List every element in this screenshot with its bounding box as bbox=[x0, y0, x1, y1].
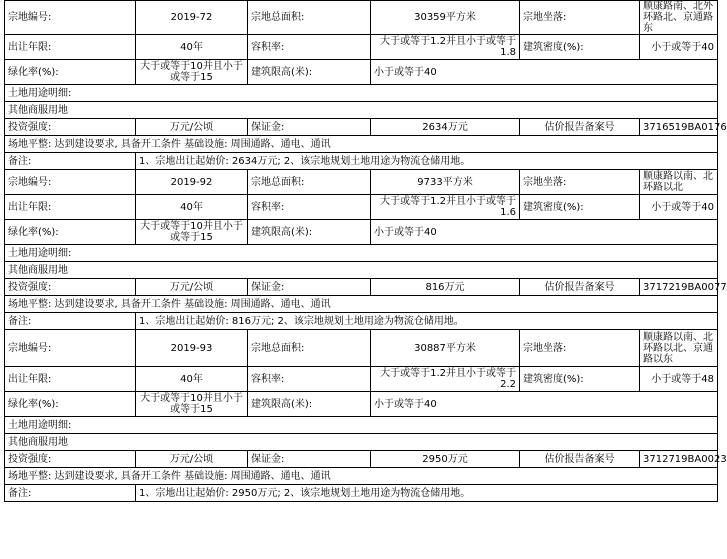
deposit-label: 保证金: bbox=[248, 279, 371, 296]
location-value: 顺康路以南、北环路以北 bbox=[640, 170, 718, 195]
term-label: 出让年限: bbox=[5, 35, 136, 60]
parcel-id-row bbox=[5, 330, 718, 367]
location-value: 顺康路以南、北环路以北、京通路以东 bbox=[640, 330, 718, 367]
parcel-id-row bbox=[5, 170, 718, 195]
note-value: 1、宗地出让起始价: 2950万元; 2、该宗地规划土地用途为物流仓储用地。 bbox=[136, 485, 718, 502]
land-use-value: 其他商服用地 bbox=[5, 434, 718, 451]
report-no-label: 估价报告备案号 bbox=[520, 451, 640, 468]
land-parcel-table bbox=[4, 0, 727, 502]
deposit-value: 2634万元 bbox=[371, 119, 520, 136]
note-row bbox=[5, 153, 718, 170]
report-no-value: 3716519BA0176 bbox=[640, 119, 718, 136]
location-label: 宗地坐落: bbox=[520, 1, 640, 35]
parcel-no-value: 2019-93 bbox=[136, 330, 248, 367]
invest-label: 投资强度: bbox=[5, 451, 136, 468]
site-conditions: 场地平整: 达到建设要求, 具备开工条件 基础设施: 周围通路、通电、通讯 bbox=[5, 296, 718, 313]
invest-row bbox=[5, 451, 718, 468]
term-row bbox=[5, 367, 718, 392]
use-detail-label: 土地用途明细: bbox=[5, 245, 718, 262]
far-label: 容积率: bbox=[248, 195, 371, 220]
note-label: 备注: bbox=[5, 313, 136, 330]
parcel-no-label: 宗地编号: bbox=[5, 1, 136, 35]
note-row bbox=[5, 313, 718, 330]
site-row bbox=[5, 136, 718, 153]
note-value: 1、宗地出让起始价: 816万元; 2、该宗地规划土地用途为物流仓储用地。 bbox=[136, 313, 718, 330]
deposit-label: 保证金: bbox=[248, 451, 371, 468]
location-label: 宗地坐落: bbox=[520, 170, 640, 195]
term-row bbox=[5, 195, 718, 220]
parcel-no-label: 宗地编号: bbox=[5, 330, 136, 367]
green-label: 绿化率(%): bbox=[5, 220, 136, 245]
green-label: 绿化率(%): bbox=[5, 392, 136, 417]
use-detail-label: 土地用途明细: bbox=[5, 417, 718, 434]
note-value: 1、宗地出让起始价: 2634万元; 2、该宗地规划土地用途为物流仓储用地。 bbox=[136, 153, 718, 170]
height-value: 小于或等于40 bbox=[371, 60, 718, 85]
far-label: 容积率: bbox=[248, 35, 371, 60]
invest-label: 投资强度: bbox=[5, 119, 136, 136]
use-detail-label: 土地用途明细: bbox=[5, 85, 718, 102]
deposit-label: 保证金: bbox=[248, 119, 371, 136]
total-area-value: 30359平方米 bbox=[371, 1, 520, 35]
invest-row bbox=[5, 119, 718, 136]
use-detail-row bbox=[5, 417, 718, 434]
density-label: 建筑密度(%): bbox=[520, 367, 640, 392]
height-value: 小于或等于40 bbox=[371, 392, 718, 417]
green-row bbox=[5, 392, 718, 417]
parcel-no-value: 2019-92 bbox=[136, 170, 248, 195]
deposit-value: 2950万元 bbox=[371, 451, 520, 468]
site-row bbox=[5, 468, 718, 485]
report-no-value: 3712719BA0023 bbox=[640, 451, 718, 468]
use-row bbox=[5, 102, 718, 119]
term-row bbox=[5, 35, 718, 60]
land-use-value: 其他商服用地 bbox=[5, 102, 718, 119]
total-area-label: 宗地总面积: bbox=[248, 1, 371, 35]
invest-row bbox=[5, 279, 718, 296]
report-no-value: 3717219BA0077 bbox=[640, 279, 718, 296]
use-detail-row bbox=[5, 85, 718, 102]
note-label: 备注: bbox=[5, 153, 136, 170]
green-row bbox=[5, 60, 718, 85]
height-label: 建筑限高(米): bbox=[248, 392, 371, 417]
land-use-value: 其他商服用地 bbox=[5, 262, 718, 279]
use-detail-row bbox=[5, 245, 718, 262]
note-label: 备注: bbox=[5, 485, 136, 502]
term-label: 出让年限: bbox=[5, 367, 136, 392]
density-value: 小于或等于40 bbox=[640, 35, 718, 60]
parcel-no-label: 宗地编号: bbox=[5, 170, 136, 195]
green-value: 大于或等于10并且小于或等于15 bbox=[136, 60, 248, 85]
report-no-label: 估价报告备案号 bbox=[520, 279, 640, 296]
invest-unit: 万元/公顷 bbox=[136, 279, 248, 296]
parcel-no-value: 2019-72 bbox=[136, 1, 248, 35]
green-label: 绿化率(%): bbox=[5, 60, 136, 85]
invest-label: 投资强度: bbox=[5, 279, 136, 296]
term-value: 40年 bbox=[136, 35, 248, 60]
green-value: 大于或等于10并且小于或等于15 bbox=[136, 220, 248, 245]
note-row bbox=[5, 485, 718, 502]
use-row bbox=[5, 262, 718, 279]
height-label: 建筑限高(米): bbox=[248, 220, 371, 245]
term-value: 40年 bbox=[136, 195, 248, 220]
term-label: 出让年限: bbox=[5, 195, 136, 220]
deposit-value: 816万元 bbox=[371, 279, 520, 296]
total-area-label: 宗地总面积: bbox=[248, 170, 371, 195]
invest-unit: 万元/公顷 bbox=[136, 119, 248, 136]
height-label: 建筑限高(米): bbox=[248, 60, 371, 85]
term-value: 40年 bbox=[136, 367, 248, 392]
total-area-value: 9733平方米 bbox=[371, 170, 520, 195]
site-conditions: 场地平整: 达到建设要求, 具备开工条件 基础设施: 周围通路、通电、通讯 bbox=[5, 468, 718, 485]
far-label: 容积率: bbox=[248, 367, 371, 392]
far-value: 大于或等于1.2并且小于或等于1.6 bbox=[371, 195, 520, 220]
site-row bbox=[5, 296, 718, 313]
location-value: 顺康路南、北外环路北、京通路东 bbox=[640, 1, 718, 35]
invest-unit: 万元/公顷 bbox=[136, 451, 248, 468]
far-value: 大于或等于1.2并且小于或等于2.2 bbox=[371, 367, 520, 392]
far-value: 大于或等于1.2并且小于或等于1.8 bbox=[371, 35, 520, 60]
density-label: 建筑密度(%): bbox=[520, 35, 640, 60]
total-area-label: 宗地总面积: bbox=[248, 330, 371, 367]
site-conditions: 场地平整: 达到建设要求, 具备开工条件 基础设施: 周围通路、通电、通讯 bbox=[5, 136, 718, 153]
height-value: 小于或等于40 bbox=[371, 220, 718, 245]
report-no-label: 估价报告备案号 bbox=[520, 119, 640, 136]
density-value: 小于或等于48 bbox=[640, 367, 718, 392]
density-value: 小于或等于40 bbox=[640, 195, 718, 220]
location-label: 宗地坐落: bbox=[520, 330, 640, 367]
green-value: 大于或等于10并且小于或等于15 bbox=[136, 392, 248, 417]
total-area-value: 30887平方米 bbox=[371, 330, 520, 367]
green-row bbox=[5, 220, 718, 245]
parcel-id-row bbox=[5, 1, 718, 35]
density-label: 建筑密度(%): bbox=[520, 195, 640, 220]
use-row bbox=[5, 434, 718, 451]
